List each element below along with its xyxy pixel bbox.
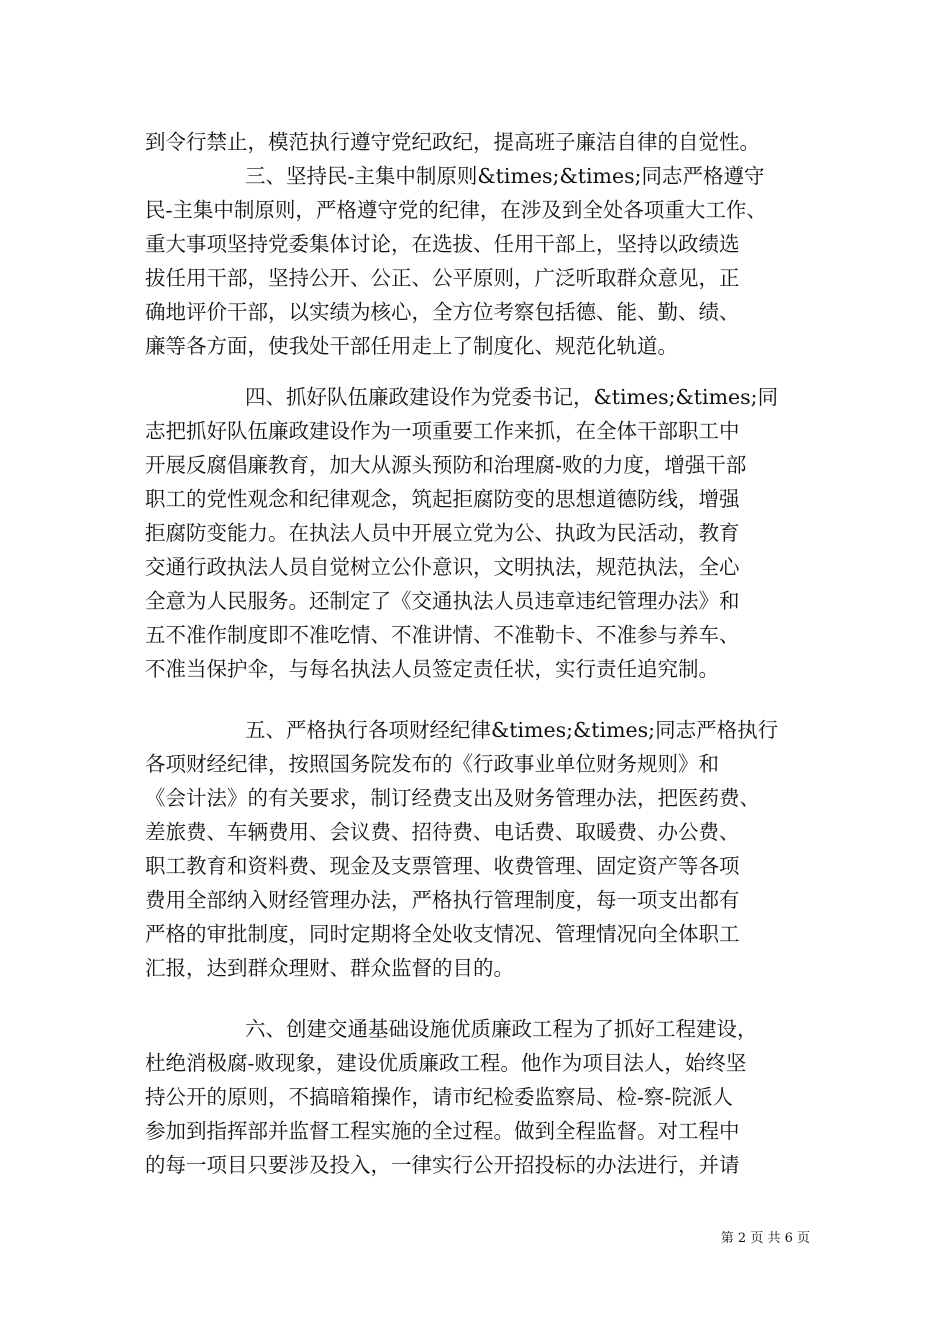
text-line: 拒腐防变能力。在执法人员中开展立党为公、执政为民活动，教育 <box>145 521 740 545</box>
text-line: 各项财经纪律，按照国务院发布的《行政事业单位财务规则》和 <box>145 752 719 776</box>
paragraph-heading-4: 四、抓好队伍廉政建设作为党委书记，&times;&times;同 <box>245 385 779 409</box>
text-line: 到令行禁止，模范执行遵守党纪政纪，提高班子廉洁自律的自觉性。 <box>145 130 760 154</box>
paragraph-heading-6: 六、创建交通基础设施优质廉政工程为了抓好工程建设， <box>245 1017 758 1041</box>
text-line: 廉等各方面，使我处干部任用走上了制度化、规范化轨道。 <box>145 334 678 358</box>
text-line: 参加到指挥部并监督工程实施的全过程。做到全程监督。对工程中 <box>145 1119 740 1143</box>
text-line: 拔任用干部，坚持公开、公正、公平原则，广泛听取群众意见，正 <box>145 266 740 290</box>
text-line: 费用全部纳入财经管理办法，严格执行管理制度，每一项支出都有 <box>145 888 740 912</box>
text-line: 严格的审批制度，同时定期将全处收支情况、管理情况向全体职工 <box>145 922 740 946</box>
text-line: 五不准作制度即不准吃情、不准讲情、不准勒卡、不准参与养车、 <box>145 623 740 647</box>
text-line: 不准当保护伞，与每名执法人员签定责任状，实行责任追究制。 <box>145 657 719 681</box>
text-line: 职工的党性观念和纪律观念，筑起拒腐防变的思想道德防线，增强 <box>145 487 740 511</box>
text-line: 汇报，达到群众理财、群众监督的目的。 <box>145 956 514 980</box>
text-line: 开展反腐倡廉教育，加大从源头预防和治理腐-败的力度，增强干部 <box>145 453 747 477</box>
text-line: 《会计法》的有关要求，制订经费支出及财务管理办法，把医药费、 <box>145 786 760 810</box>
text-line: 全意为人民服务。还制定了《交通执法人员违章违纪管理办法》和 <box>145 589 740 613</box>
text-line: 志把抓好队伍廉政建设作为一项重要工作来抓，在全体干部职工中 <box>145 419 740 443</box>
text-line: 确地评价干部，以实绩为核心，全方位考察包括德、能、勤、绩、 <box>145 300 740 324</box>
paragraph-heading-3: 三、坚持民-主集中制原则&times;&times;同志严格遵守 <box>245 164 765 188</box>
text-line: 差旅费、车辆费用、会议费、招待费、电话费、取暖费、办公费、 <box>145 820 740 844</box>
text-line: 持公开的原则，不搞暗箱操作，请市纪检委监察局、检-察-院派人 <box>145 1085 733 1109</box>
text-line: 民-主集中制原则，严格遵守党的纪律，在涉及到全处各项重大工作、 <box>145 198 767 222</box>
text-line: 重大事项坚持党委集体讨论，在选拔、任用干部上，坚持以政绩选 <box>145 232 740 256</box>
text-line: 杜绝消极腐-败现象，建设优质廉政工程。他作为项目法人，始终坚 <box>145 1051 747 1075</box>
text-line: 交通行政执法人员自觉树立公仆意识，文明执法，规范执法，全心 <box>145 555 740 579</box>
page-number: 第 2 页 共 6 页 <box>720 1231 810 1246</box>
text-line: 的每一项目只要涉及投入，一律实行公开招投标的办法进行，并请 <box>145 1153 740 1177</box>
paragraph-heading-5: 五、严格执行各项财经纪律&times;&times;同志严格执行 <box>245 718 779 742</box>
text-line: 职工教育和资料费、现金及支票管理、收费管理、固定资产等各项 <box>145 854 740 878</box>
